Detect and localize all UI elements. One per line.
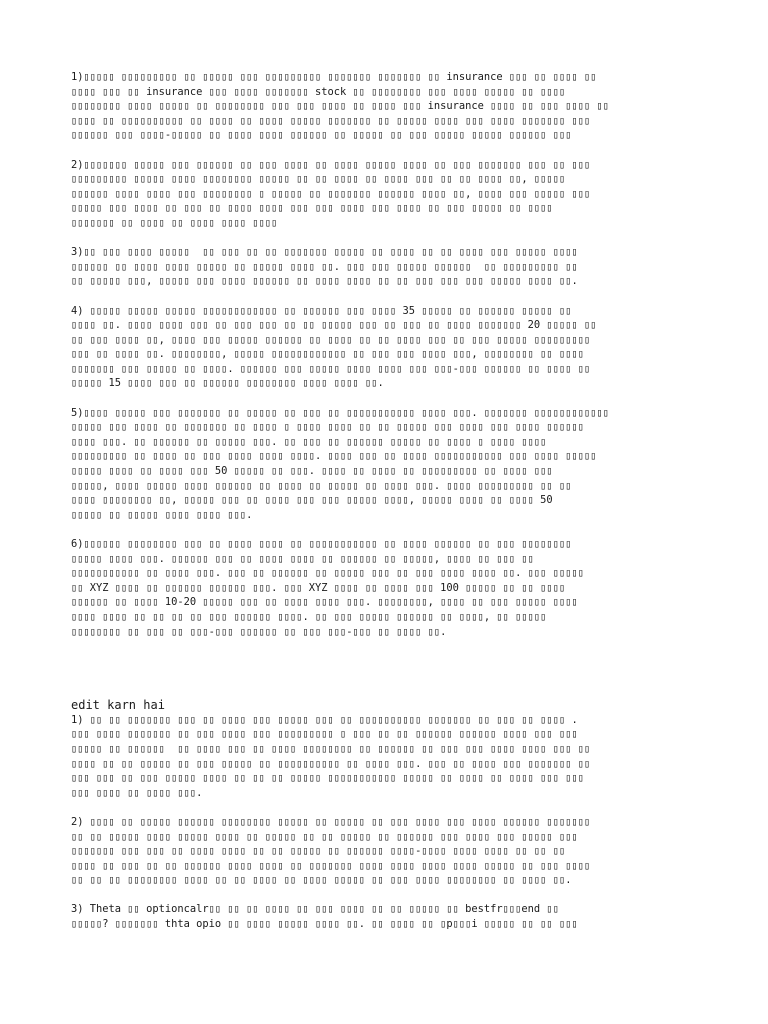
paragraph-4: 4) ▯▯▯▯▯ ▯▯▯▯▯ ▯▯▯▯▯ ▯▯▯▯▯▯▯▯▯▯▯▯ ▯▯ ▯▯▯▯▯▯ ▯▯▯ ▯▯▯▯ 35 ▯▯▯▯▯ ▯▯ ▯▯▯▯▯▯ ▯▯▯▯▯ ▯▯ ▯▯▯▯ ▯▯. ▯▯▯▯ ▯▯▯▯ ▯▯▯ ▯▯ ▯▯▯ ▯▯▯ ▯▯ ▯▯ ▯▯▯▯▯ ▯▯▯ ▯▯ ▯▯▯ ▯▯ ▯▯▯▯ ▯▯▯▯▯▯▯ 20 ▯▯▯▯▯ ▯▯ ▯▯ ▯▯▯ ▯▯▯▯ ▯▯, ▯▯▯▯ ▯▯▯ ▯▯▯▯▯ ▯▯▯▯▯▯ ▯▯ ▯▯▯▯ ▯▯ ▯▯ ▯▯▯▯ ▯▯▯ ▯▯ ▯▯▯ ▯▯▯▯▯ ▯▯▯▯▯▯▯▯▯ ▯▯▯ ▯▯ ▯▯▯▯ ▯▯. ▯▯▯▯▯▯▯▯, ▯▯▯▯▯ ▯▯▯▯▯▯▯▯▯▯▯▯ ▯▯ ▯▯▯ ▯▯▯ ▯▯▯▯ ▯▯▯, ▯▯▯▯▯▯▯▯ ▯▯ ▯▯▯▯ ▯▯▯▯▯▯▯ ▯▯▯ ▯▯▯▯▯ ▯▯ ▯▯▯▯. ▯▯▯▯▯▯ ▯▯▯ ▯▯▯▯▯ ▯▯▯▯ ▯▯▯▯ ▯▯▯ ▯▯▯-▯▯▯ ▯▯▯▯▯▯ ▯▯ ▯▯▯▯ ▯▯ ▯▯▯▯▯ 15 ▯▯▯▯ ▯▯▯ ▯▯ ▯▯▯▯▯▯ ▯▯▯▯▯▯▯▯ ▯▯▯▯ ▯▯▯▯ ▯▯. (71, 304, 597, 390)
document-page (71, 70, 699, 946)
paragraph-2: 2)▯▯▯▯▯▯▯ ▯▯▯▯▯ ▯▯▯ ▯▯▯▯▯▯ ▯▯ ▯▯▯ ▯▯▯▯ ▯▯ ▯▯▯▯ ▯▯▯▯▯ ▯▯▯▯ ▯▯ ▯▯▯ ▯▯▯▯▯▯▯ ▯▯▯ ▯▯ ▯▯▯ ▯▯▯▯▯▯▯▯▯ ▯▯▯▯▯ ▯▯▯▯ ▯▯▯▯▯▯▯▯ ▯▯▯▯▯ ▯▯ ▯▯ ▯▯▯▯ ▯▯ ▯▯▯▯ ▯▯▯ ▯▯ ▯▯ ▯▯▯▯ ▯▯, ▯▯▯▯▯ ▯▯▯▯▯▯ ▯▯▯▯ ▯▯▯▯ ▯▯▯ ▯▯▯▯▯▯▯▯ ▯ ▯▯▯▯▯ ▯▯ ▯▯▯▯▯▯▯ ▯▯▯▯▯▯ ▯▯▯▯ ▯▯, ▯▯▯▯ ▯▯▯ ▯▯▯▯▯ ▯▯▯ ▯▯▯▯▯ ▯▯▯ ▯▯▯▯ ▯▯ ▯▯▯ ▯▯ ▯▯▯▯ ▯▯▯▯ ▯▯▯ ▯▯▯ ▯▯▯▯ ▯▯▯ ▯▯▯▯ ▯▯ ▯▯▯ ▯▯▯▯▯ ▯▯ ▯▯▯▯ ▯▯▯▯▯▯▯ ▯▯ ▯▯▯▯ ▯▯ ▯▯▯▯ ▯▯▯▯ ▯▯▯▯ (71, 158, 591, 229)
section-heading: edit karn hai (71, 697, 165, 712)
edit-paragraph-3: 3) Theta ▯▯ optioncalr▯▯ ▯▯ ▯▯ ▯▯▯▯ ▯▯ ▯▯▯ ▯▯▯▯ ▯▯ ▯▯ ▯▯▯▯▯ ▯▯ bestfr▯▯▯end ▯▯ ▯▯▯▯▯? ▯▯▯▯▯▯▯ thta opio ▯▯ ▯▯▯▯ ▯▯▯▯▯ ▯▯▯▯ ▯▯. ▯▯ ▯▯▯▯ ▯▯ ▯p▯▯▯i ▯▯▯▯▯ ▯▯ ▯▯ ▯▯▯ (71, 903, 578, 931)
paragraph-5: 5)▯▯▯▯ ▯▯▯▯▯ ▯▯▯ ▯▯▯▯▯▯▯ ▯▯ ▯▯▯▯▯ ▯▯ ▯▯▯ ▯▯ ▯▯▯▯▯▯▯▯▯▯▯ ▯▯▯▯ ▯▯▯. ▯▯▯▯▯▯▯ ▯▯▯▯▯▯▯▯▯▯▯▯ ▯▯▯▯▯ ▯▯▯ ▯▯▯▯ ▯▯ ▯▯▯▯▯▯▯ ▯▯ ▯▯▯▯ ▯ ▯▯▯▯ ▯▯▯▯ ▯▯ ▯▯ ▯▯▯▯▯ ▯▯▯ ▯▯▯▯ ▯▯▯ ▯▯▯▯ ▯▯▯▯▯▯ ▯▯▯▯ ▯▯▯. ▯▯ ▯▯▯▯▯▯ ▯▯ ▯▯▯▯▯ ▯▯▯. ▯▯ ▯▯▯ ▯▯ ▯▯▯▯▯▯ ▯▯▯▯▯ ▯▯ ▯▯▯▯ ▯ ▯▯▯▯ ▯▯▯▯ ▯▯▯▯▯▯▯▯▯ ▯▯ ▯▯▯▯ ▯▯ ▯▯▯ ▯▯▯▯ ▯▯▯▯ ▯▯▯▯. ▯▯▯▯ ▯▯▯ ▯▯ ▯▯▯▯ ▯▯▯▯▯▯▯▯▯▯▯ ▯▯▯ ▯▯▯▯ ▯▯▯▯▯ ▯▯▯▯▯ ▯▯▯▯ ▯▯ ▯▯▯▯ ▯▯▯ 50 ▯▯▯▯▯ ▯▯ ▯▯▯. ▯▯▯▯ ▯▯ ▯▯▯▯ ▯▯ ▯▯▯▯▯▯▯▯▯ ▯▯ ▯▯▯▯ ▯▯▯ ▯▯▯▯▯, ▯▯▯▯ ▯▯▯▯▯ ▯▯▯▯ ▯▯▯▯▯▯ ▯▯ ▯▯▯▯ ▯▯ ▯▯▯▯▯ ▯▯ ▯▯▯▯ ▯▯▯. ▯▯▯▯ ▯▯▯▯▯▯▯▯▯ ▯▯ ▯▯ ▯▯▯▯ ▯▯▯▯▯▯▯▯ ▯▯, ▯▯▯▯▯ ▯▯▯ ▯▯ ▯▯▯▯ ▯▯▯ ▯▯▯ ▯▯▯▯▯ ▯▯▯▯, ▯▯▯▯▯ ▯▯▯▯ ▯▯ ▯▯▯▯ 50 ▯▯▯▯▯ ▯▯ ▯▯▯▯▯ ▯▯▯▯ ▯▯▯▯ ▯▯▯. (71, 406, 609, 521)
edit-paragraph-2: 2) ▯▯▯▯ ▯▯ ▯▯▯▯▯ ▯▯▯▯▯▯ ▯▯▯▯▯▯▯▯ ▯▯▯▯▯ ▯▯ ▯▯▯▯▯ ▯▯ ▯▯▯ ▯▯▯▯ ▯▯▯ ▯▯▯▯ ▯▯▯▯▯▯ ▯▯▯▯▯▯▯ ▯▯ ▯▯ ▯▯▯▯▯ ▯▯▯▯ ▯▯▯▯▯ ▯▯▯▯ ▯▯ ▯▯▯▯▯ ▯▯ ▯▯ ▯▯▯▯▯ ▯▯ ▯▯▯▯▯▯ ▯▯▯ ▯▯▯▯ ▯▯▯ ▯▯▯▯▯ ▯▯▯ ▯▯▯▯▯▯▯ ▯▯▯ ▯▯▯ ▯▯ ▯▯▯▯ ▯▯▯▯ ▯▯ ▯▯ ▯▯▯▯▯ ▯▯ ▯▯▯▯▯▯ ▯▯▯▯-▯▯▯▯ ▯▯▯▯ ▯▯▯▯ ▯▯ ▯▯ ▯▯ ▯▯▯▯ ▯▯ ▯▯▯ ▯▯ ▯▯ ▯▯▯▯▯▯ ▯▯▯▯ ▯▯▯▯ ▯▯ ▯▯▯▯▯▯▯ ▯▯▯▯ ▯▯▯▯ ▯▯▯▯ ▯▯▯▯ ▯▯▯▯▯ ▯▯ ▯▯▯ ▯▯▯▯ ▯▯ ▯▯ ▯▯ ▯▯▯▯▯▯▯▯ ▯▯▯▯ ▯▯ ▯▯ ▯▯▯▯ ▯▯ ▯▯▯▯ ▯▯▯▯▯ ▯▯ ▯▯▯ ▯▯▯▯ ▯▯▯▯▯▯▯▯ ▯▯ ▯▯▯▯ ▯▯. (71, 815, 591, 887)
paragraph-3: 3)▯▯ ▯▯▯ ▯▯▯▯ ▯▯▯▯▯ ▯▯ ▯▯▯ ▯▯ ▯▯ ▯▯▯▯▯▯▯ ▯▯▯▯▯ ▯▯ ▯▯▯▯ ▯▯ ▯▯ ▯▯▯▯ ▯▯▯ ▯▯▯▯▯ ▯▯▯▯ ▯▯▯▯▯▯ ▯▯ ▯▯▯▯ ▯▯▯▯ ▯▯▯▯▯ ▯▯ ▯▯▯▯▯ ▯▯▯▯ ▯▯. ▯▯▯ ▯▯▯ ▯▯▯▯▯ ▯▯▯▯▯▯ ▯▯ ▯▯▯▯▯▯▯▯▯ ▯▯ ▯▯ ▯▯▯▯▯ ▯▯▯, ▯▯▯▯▯ ▯▯▯ ▯▯▯▯ ▯▯▯▯▯▯ ▯▯ ▯▯▯▯ ▯▯▯▯ ▯▯ ▯▯ ▯▯▯ ▯▯▯ ▯▯▯ ▯▯▯▯▯ ▯▯▯▯ ▯▯. (71, 246, 578, 288)
edit-paragraph-1: 1) ▯▯ ▯▯ ▯▯▯▯▯▯▯ ▯▯▯ ▯▯ ▯▯▯▯ ▯▯▯ ▯▯▯▯▯ ▯▯▯ ▯▯ ▯▯▯▯▯▯▯▯▯▯ ▯▯▯▯▯▯▯ ▯▯ ▯▯▯ ▯▯ ▯▯▯▯ . ▯▯▯ ▯▯▯▯ ▯▯▯▯▯▯▯ ▯▯ ▯▯▯ ▯▯▯▯ ▯▯▯ ▯▯▯▯▯▯▯▯▯ ▯ ▯▯▯ ▯▯ ▯▯ ▯▯▯▯▯▯ ▯▯▯▯▯▯ ▯▯▯▯ ▯▯▯ ▯▯▯ ▯▯▯▯▯ ▯▯ ▯▯▯▯▯▯ ▯▯ ▯▯▯▯ ▯▯▯ ▯▯ ▯▯▯▯ ▯▯▯▯▯▯▯▯ ▯▯ ▯▯▯▯▯▯ ▯▯ ▯▯▯ ▯▯▯ ▯▯▯▯ ▯▯▯▯ ▯▯▯ ▯▯ ▯▯▯▯ ▯▯ ▯▯ ▯▯▯▯▯ ▯▯ ▯▯▯ ▯▯▯▯▯ ▯▯ ▯▯▯▯▯▯▯▯▯▯ ▯▯ ▯▯▯▯ ▯▯▯. ▯▯▯ ▯▯ ▯▯▯▯ ▯▯▯ ▯▯▯▯▯▯▯ ▯▯ ▯▯▯ ▯▯▯ ▯▯ ▯▯▯ ▯▯▯▯▯ ▯▯▯▯ ▯▯ ▯▯ ▯▯ ▯▯▯▯▯ ▯▯▯▯▯▯▯▯▯▯▯ ▯▯▯▯▯ ▯▯ ▯▯▯▯ ▯▯ ▯▯▯▯ ▯▯▯ ▯▯▯ ▯▯▯ ▯▯▯▯ ▯▯ ▯▯▯▯ ▯▯▯. (71, 713, 591, 799)
paragraph-1: 1)▯▯▯▯▯ ▯▯▯▯▯▯▯▯▯ ▯▯ ▯▯▯▯▯ ▯▯▯ ▯▯▯▯▯▯▯▯▯ ▯▯▯▯▯▯▯ ▯▯▯▯▯▯▯ ▯▯ insurance ▯▯▯ ▯▯ ▯▯▯▯ ▯▯ ▯▯▯▯ ▯▯▯ ▯▯ insurance ▯▯▯ ▯▯▯▯ ▯▯▯▯▯▯▯ stock ▯▯ ▯▯▯▯▯▯▯▯ ▯▯▯ ▯▯▯▯ ▯▯▯▯▯ ▯▯ ▯▯▯▯ ▯▯▯▯▯▯▯▯ ▯▯▯▯ ▯▯▯▯▯ ▯▯ ▯▯▯▯▯▯▯▯ ▯▯▯ ▯▯▯ ▯▯▯▯ ▯▯ ▯▯▯▯ ▯▯▯ insurance ▯▯▯▯ ▯▯ ▯▯▯ ▯▯▯▯ ▯▯ ▯▯▯▯ ▯▯ ▯▯▯▯▯▯▯▯▯▯ ▯▯ ▯▯▯▯ ▯▯ ▯▯▯▯ ▯▯▯▯▯ ▯▯▯▯▯▯▯ ▯▯ ▯▯▯▯▯ ▯▯▯▯ ▯▯▯ ▯▯▯▯ ▯▯▯▯▯▯▯ ▯▯▯ ▯▯▯▯▯▯ ▯▯▯ ▯▯▯▯-▯▯▯▯▯ ▯▯ ▯▯▯▯ ▯▯▯▯ ▯▯▯▯▯▯ ▯▯ ▯▯▯▯▯ ▯▯ ▯▯▯ ▯▯▯▯▯ ▯▯▯▯▯ ▯▯▯▯▯▯ ▯▯▯ (71, 71, 609, 142)
section-spacer (71, 654, 699, 698)
paragraph-6: 6)▯▯▯▯▯▯ ▯▯▯▯▯▯▯▯ ▯▯▯ ▯▯ ▯▯▯▯ ▯▯▯▯ ▯▯ ▯▯▯▯▯▯▯▯▯▯▯ ▯▯ ▯▯▯▯ ▯▯▯▯▯▯ ▯▯ ▯▯▯ ▯▯▯▯▯▯▯▯ ▯▯▯▯▯ ▯▯▯▯ ▯▯▯. ▯▯▯▯▯▯ ▯▯▯ ▯▯ ▯▯▯▯ ▯▯▯▯ ▯▯ ▯▯▯▯▯▯ ▯▯ ▯▯▯▯▯, ▯▯▯▯ ▯▯ ▯▯▯ ▯▯ ▯▯▯▯▯▯▯▯▯▯▯ ▯▯ ▯▯▯▯ ▯▯▯. ▯▯▯ ▯▯ ▯▯▯▯▯▯ ▯▯ ▯▯▯▯▯ ▯▯▯ ▯▯ ▯▯▯ ▯▯▯▯ ▯▯▯▯ ▯▯. ▯▯▯ ▯▯▯▯▯ ▯▯ XYZ ▯▯▯▯ ▯▯ ▯▯▯▯▯▯ ▯▯▯▯▯▯ ▯▯▯. ▯▯▯ XYZ ▯▯▯▯ ▯▯ ▯▯▯▯ ▯▯▯ 100 ▯▯▯▯▯ ▯▯ ▯▯ ▯▯▯▯ ▯▯▯▯▯▯ ▯▯ ▯▯▯▯ 10-20 ▯▯▯▯▯ ▯▯▯ ▯▯ ▯▯▯▯ ▯▯▯▯ ▯▯▯. ▯▯▯▯▯▯▯▯, ▯▯▯▯ ▯▯ ▯▯▯ ▯▯▯▯▯ ▯▯▯▯ ▯▯▯▯ ▯▯▯▯ ▯▯ ▯▯ ▯▯ ▯▯ ▯▯▯ ▯▯▯▯▯▯ ▯▯▯▯. ▯▯ ▯▯▯ ▯▯▯▯▯ ▯▯▯▯▯▯ ▯▯ ▯▯▯▯, ▯▯ ▯▯▯▯▯ ▯▯▯▯▯▯▯▯ ▯▯ ▯▯▯ ▯▯ ▯▯▯-▯▯▯ ▯▯▯▯▯▯ ▯▯ ▯▯▯ ▯▯▯-▯▯▯ ▯▯ ▯▯▯▯ ▯▯. (71, 538, 584, 638)
